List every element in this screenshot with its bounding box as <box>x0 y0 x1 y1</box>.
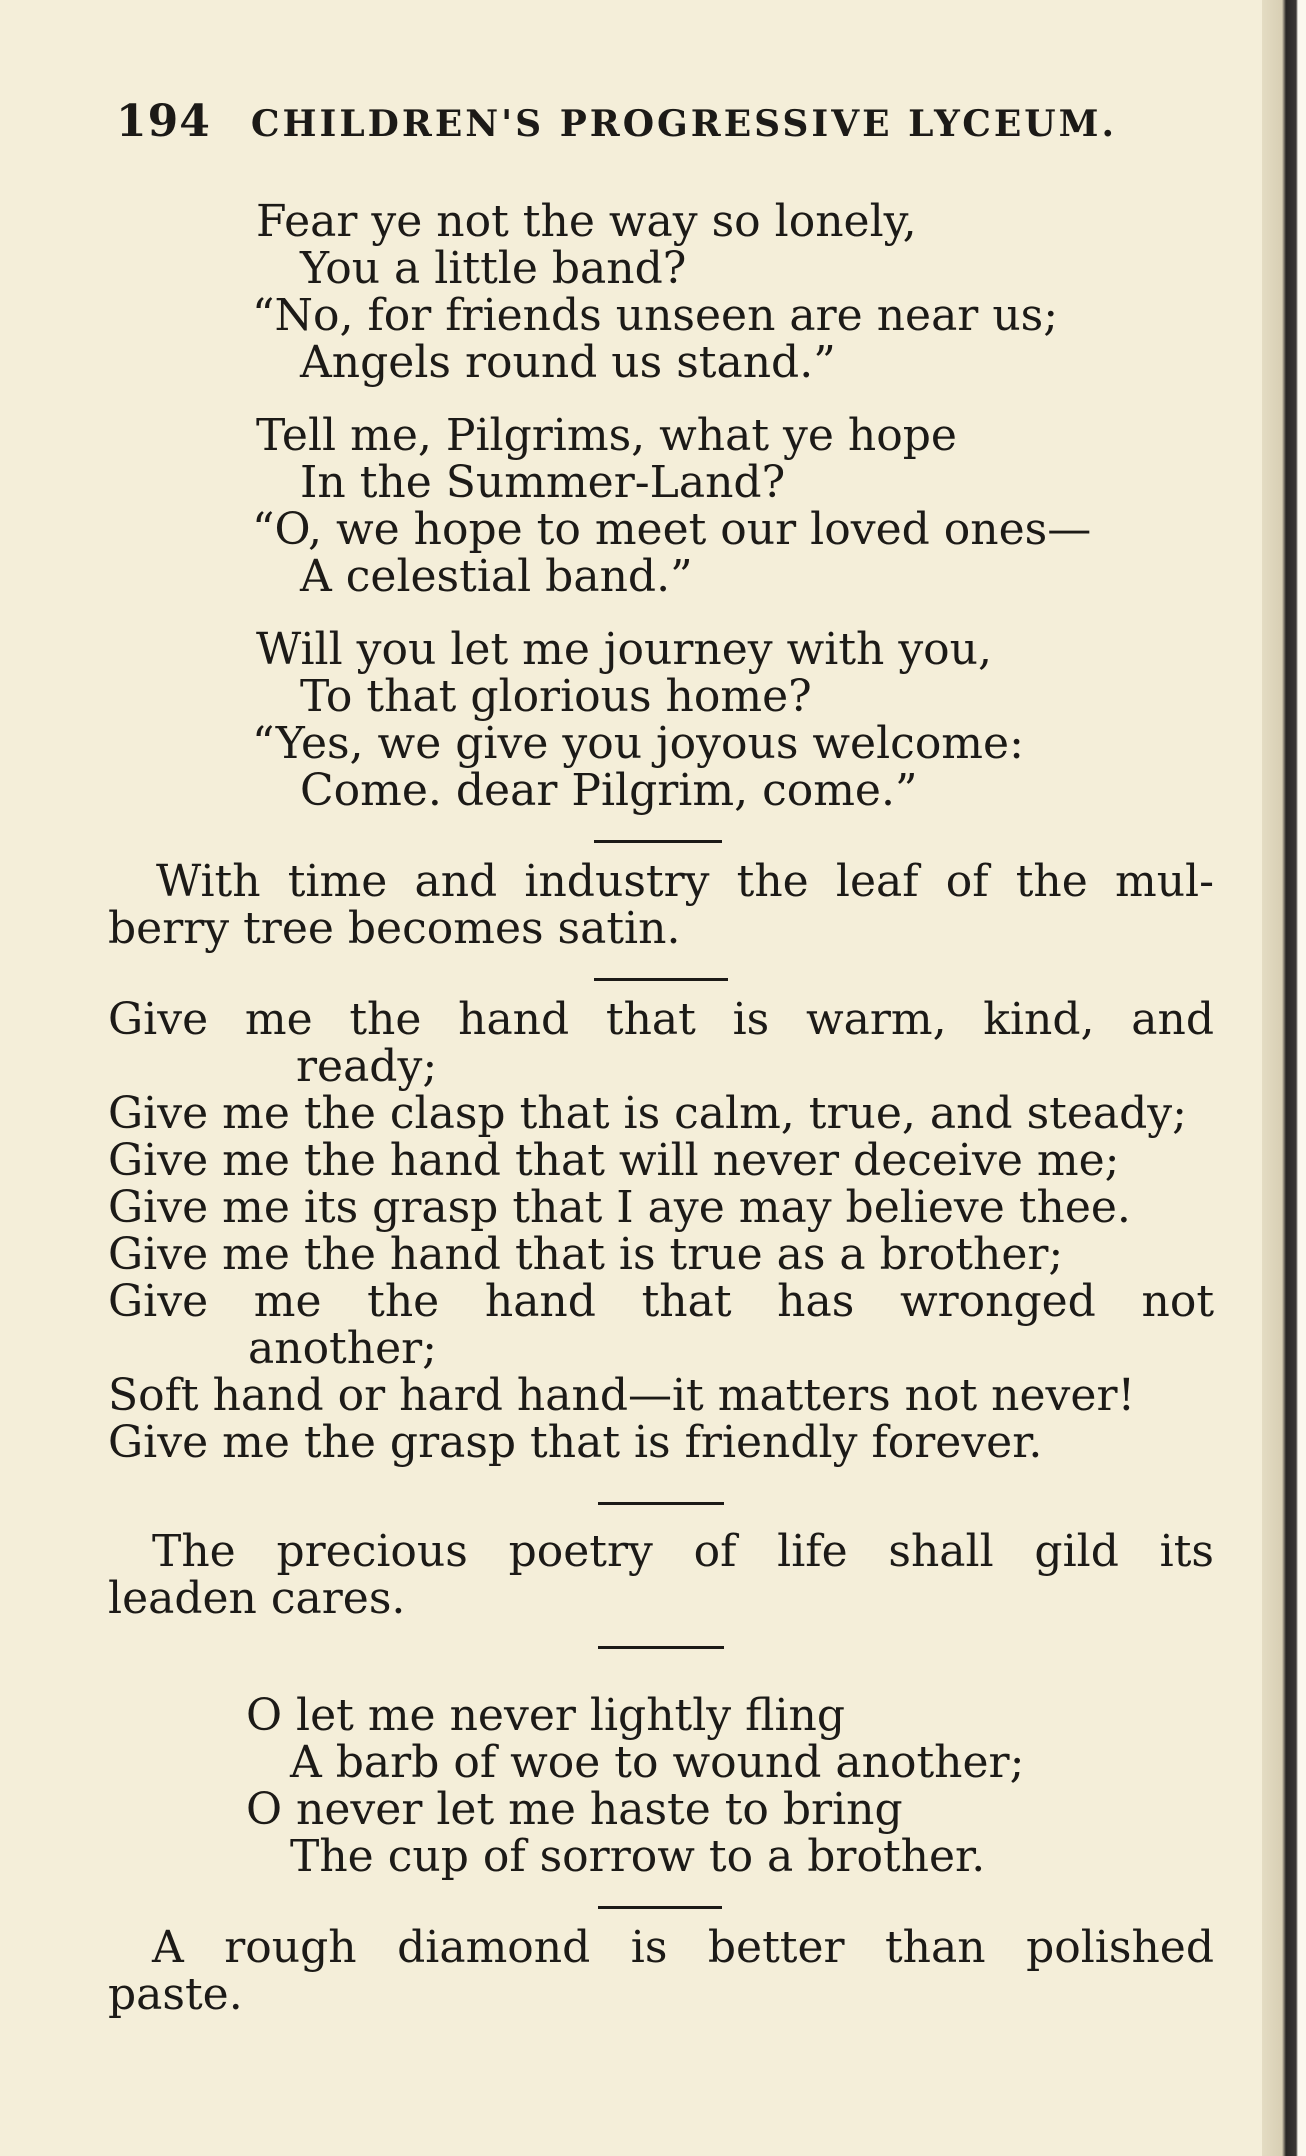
running-title: CHILDREN'S PROGRESSIVE LYCEUM. <box>250 103 1118 145</box>
verse-line: The cup of sorrow to a brother. <box>290 1831 986 1882</box>
verse-line: Give me the grasp that is friendly forever. <box>108 1417 1043 1468</box>
maxim-line: berry tree becomes satin. <box>108 903 681 954</box>
verse-line: Give me the hand that is warm, kind, and <box>108 994 1214 1045</box>
verse-line: To that glorious home? <box>300 671 812 722</box>
page-binding-edge <box>1262 0 1306 2156</box>
running-header <box>116 96 1116 147</box>
page-number: 194 <box>116 96 211 147</box>
verse-line: Will you let me journey with you, <box>256 624 992 675</box>
verse-line: “Yes, we give you joyous welcome: <box>252 718 1024 769</box>
poem-1-stanza-3 <box>252 624 1024 816</box>
maxim-3 <box>108 1924 1214 2018</box>
poem-2 <box>108 996 1214 1466</box>
verse-line: “O, we hope to meet our loved ones— <box>252 504 1092 555</box>
maxim-line: leaden cares. <box>108 1573 406 1624</box>
section-divider <box>598 1646 724 1649</box>
verse-line: “No, for friends unseen are near us; <box>252 290 1059 341</box>
poem-3 <box>246 1692 1024 1880</box>
verse-line: another; <box>248 1323 437 1374</box>
verse-line: Give me the hand that will never deceive me; <box>108 1135 1120 1186</box>
poem-1-stanza-1 <box>252 196 1059 388</box>
verse-line: O let me never lightly fling <box>246 1690 846 1741</box>
poem-1-stanza-2 <box>252 410 1092 602</box>
verse-line: In the Summer-Land? <box>300 457 786 508</box>
verse-line: Give me the hand that is true as a brother; <box>108 1229 1064 1280</box>
maxim-line: The precious poetry of life shall gild its <box>152 1526 1214 1577</box>
maxim-line: paste. <box>108 1969 243 2020</box>
verse-line: You a little band? <box>300 243 687 294</box>
verse-line: Soft hand or hard hand—it matters not never! <box>108 1370 1136 1421</box>
verse-line: A celestial band.” <box>300 551 693 602</box>
verse-line: Tell me, Pilgrims, what ye hope <box>256 410 957 461</box>
verse-line: Give me the clasp that is calm, true, and steady; <box>108 1088 1187 1139</box>
maxim-line: With time and industry the leaf of the mul- <box>156 856 1214 907</box>
maxim-1 <box>108 858 1214 952</box>
verse-line: ready; <box>296 1041 438 1092</box>
verse-line: O never let me haste to bring <box>246 1784 903 1835</box>
verse-line: A barb of woe to wound another; <box>290 1737 1025 1788</box>
verse-line: Angels round us stand.” <box>300 337 836 388</box>
verse-line: Give me its grasp that I aye may believe thee. <box>108 1182 1131 1233</box>
maxim-2 <box>108 1528 1214 1622</box>
maxim-line: A rough diamond is better than polished <box>152 1922 1214 1973</box>
section-divider <box>594 978 728 981</box>
verse-line: Fear ye not the way so lonely, <box>256 196 917 247</box>
verse-line: Come. dear Pilgrim, come.” <box>300 765 918 816</box>
verse-line: Give me the hand that has wronged not <box>108 1276 1214 1327</box>
section-divider <box>598 1502 724 1505</box>
section-divider <box>598 1906 722 1909</box>
section-divider <box>594 840 722 843</box>
